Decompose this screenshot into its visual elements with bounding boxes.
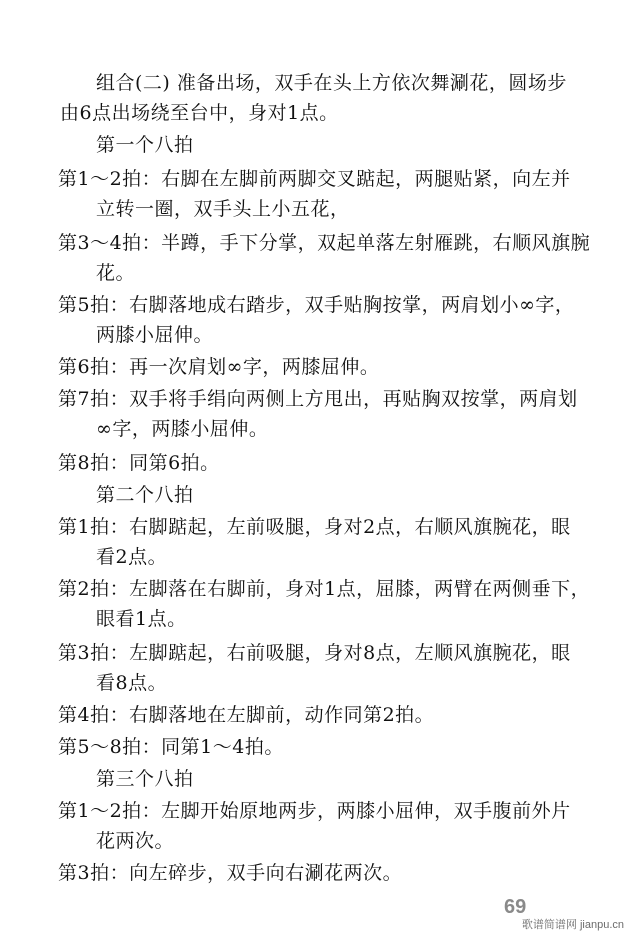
paragraph-line: 第6拍：再一次肩划∞字，两膝屈伸。	[58, 356, 380, 378]
paragraph-line: 第4拍：右脚落地在左脚前，动作同第2拍。	[58, 704, 435, 726]
paragraph-line: 花。	[96, 262, 136, 284]
paragraph-line: 看8点。	[96, 672, 168, 694]
paragraph-line: 第2拍：左脚落在右脚前，身对1点，屈膝，两臂在两侧垂下，	[58, 578, 591, 600]
paragraph-line: ∞字，两膝小屈伸。	[96, 418, 269, 440]
paragraph-line: 第1拍：右脚踮起，左前吸腿，身对2点，右顺风旗腕花，眼	[58, 516, 571, 538]
paragraph-line: 第7拍：双手将手绢向两侧上方甩出，再贴胸双按掌，两肩划	[58, 388, 578, 410]
paragraph-line: 两膝小屈伸。	[96, 324, 214, 346]
page-number: 69	[504, 896, 527, 918]
paragraph-line: 第1～2拍：左脚开始原地两步，两膝小屈伸，双手腹前外片	[58, 800, 571, 822]
paragraph-line: 花两次。	[96, 830, 175, 852]
paragraph-line: 第3拍：左脚踮起，右前吸腿，身对8点，左顺风旗腕花，眼	[58, 642, 571, 664]
paragraph-line: 第5～8拍：同第1～4拍。	[58, 736, 284, 758]
section-heading-3: 第三个八拍	[96, 768, 194, 790]
paragraph-line: 立转一圈，双手头上小五花，	[96, 198, 350, 220]
paragraph-line: 看2点。	[96, 546, 168, 568]
paragraph-line: 第1～2拍：右脚在左脚前两脚交叉踮起，两腿贴紧，向左并	[58, 168, 571, 190]
paragraph-line: 第3～4拍：半蹲，手下分掌，双起单落左射雁跳，右顺风旗腕	[58, 232, 591, 254]
paragraph-line: 第8拍：同第6拍。	[58, 452, 220, 474]
paragraph-line: 眼看1点。	[96, 608, 187, 630]
intro-line-2: 由6点出场绕至台中，身对1点。	[60, 102, 339, 124]
paragraph-line: 第5拍：右脚落地成右踏步，双手贴胸按掌，两肩划小∞字，	[58, 294, 575, 316]
paragraph-line: 第3拍：向左碎步，双手向右涮花两次。	[58, 862, 403, 884]
section-heading-1: 第一个八拍	[96, 134, 194, 156]
section-heading-2: 第二个八拍	[96, 484, 194, 506]
watermark: 歌谱简谱网 jianpu.cn	[521, 919, 624, 931]
intro-line-1: 组合(二) 准备出场，双手在头上方依次舞涮花，圆场步	[96, 72, 567, 94]
